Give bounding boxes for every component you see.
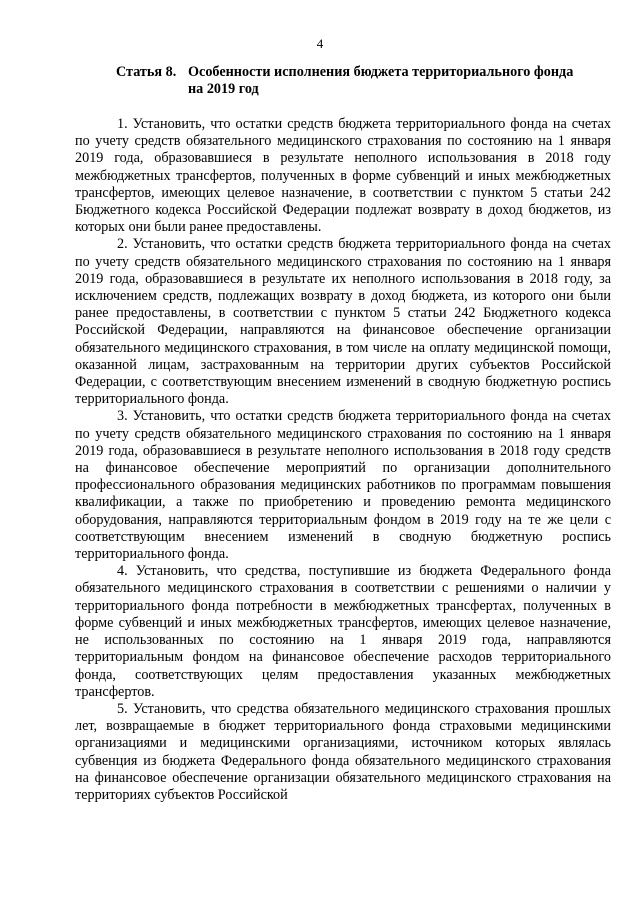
article-heading bbox=[116, 64, 576, 98]
paragraph-3: 3. Установить, что остатки средств бюджета территориального фонда на счетах по учету средств обязательного медицинского страхования по состоянию на 1 января 2019 года, образовавшиеся в результате неполного использования в 2018 году средств на финансовое обеспечение мероприятий по организации дополнительного профессионального образования медицинских работников по программам повышения квалификации, а также по приобретению и проведению ремонта медицинского оборудования, направляются территориальным фондом в 2019 году на те же цели с соответствующим внесением изменений в сводную бюджетную роспись территориального фонда. bbox=[75, 408, 611, 563]
paragraph-5: 5. Установить, что средства обязательного медицинского страхования прошлых лет, возвращаемые в бюджет территориального фонда страховыми медицинскими организациями и медицинскими организациями, источником которых являлась субвенция из бюджета Федерального фонда обязательного медицинского страхования на финансовое обеспечение организации обязательного медицинского страхования на территориях субъектов Российской bbox=[75, 700, 611, 803]
article-body bbox=[75, 116, 611, 804]
page-number: 4 bbox=[316, 36, 324, 51]
paragraph-2: 2. Установить, что остатки средств бюджета территориального фонда на счетах по учету средств обязательного медицинского страхования по состоянию на 1 января 2019 года, образовавшиеся в результате их неполного использования в 2018 году, за исключением средств, подлежащих возврату в доход бюджета, из которого они были ранее предоставлены, в соответствии с пунктом 5 статьи 242 Бюджетного кодекса Российской Федерации, направляются на финансовое обеспечение организации обязательного медицинского страхования, в том числе на оплату медицинской помощи, оказанной лицам, застрахованным на территории других субъектов Российской Федерации, с соответствующим внесением изменений в сводную бюджетную роспись территориального фонда. bbox=[75, 236, 611, 408]
article-label: Статья 8. bbox=[116, 64, 177, 80]
paragraph-4: 4. Установить, что средства, поступившие из бюджета Федерального фонда обязательного медицинского страхования в соответствии с решениями о наличии у территориального фонда потребности в межбюджетных трансфертах, полученных в форме субвенций и иных межбюджетных трансфертов, имеющих целевое назначение, не использованных по состоянию на 1 января 2019 года, направляются территориальным фондом на финансовое обеспечение расходов территориального фонда, соответствующих целям предоставления указанных межбюджетных трансфертов. bbox=[75, 563, 611, 700]
article-title: Особенности исполнения бюджета территориального фонда на 2019 год bbox=[188, 64, 574, 97]
paragraph-1: 1. Установить, что остатки средств бюджета территориального фонда на счетах по учету средств обязательного медицинского страхования по состоянию на 1 января 2019 года, образовавшиеся в результате неполного использования в 2018 году межбюджетных трансфертов, полученных в форме субвенций и иных межбюджетных трансфертов, имеющих целевое назначение, в соответствии с пунктом 5 статьи 242 Бюджетного кодекса Российской Федерации подлежат возврату в доход бюджетов, из которых они были ранее предоставлены. bbox=[75, 116, 611, 236]
